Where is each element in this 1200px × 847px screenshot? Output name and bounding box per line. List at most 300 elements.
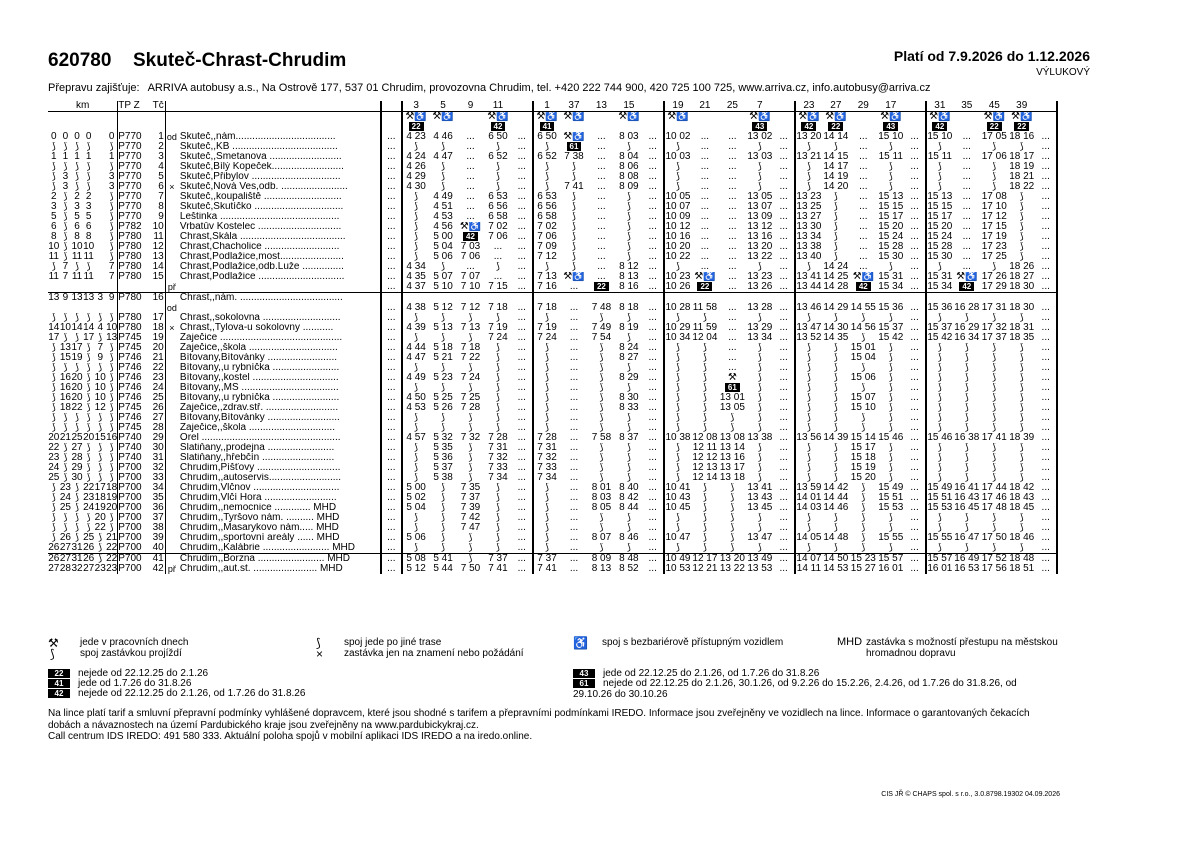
departure-time: ... <box>774 333 795 343</box>
km-value: 13 <box>48 292 60 303</box>
departure-time: ⟆ <box>441 182 445 192</box>
km-value: ⟆ <box>63 473 68 483</box>
departure-time: 15 51 <box>878 493 904 503</box>
departure-time: 6 53 <box>537 192 557 202</box>
stop-flag <box>165 523 178 533</box>
km-value: ⟆ <box>98 463 103 473</box>
departure-time: ... <box>466 182 475 192</box>
km-value: ⟆ <box>51 182 56 192</box>
departure-time: 15 31 <box>927 272 953 282</box>
departure-time: ⟆ <box>676 453 680 463</box>
departure-time: ... <box>774 202 795 212</box>
departure-time: ⟆ <box>414 413 419 423</box>
departure-time: ... <box>597 262 606 272</box>
departure-time: 8 01 <box>591 483 612 493</box>
departure-time: ⟆ <box>937 443 942 453</box>
departure-time: ⟆ <box>441 333 445 343</box>
departure-time: ... <box>905 192 926 202</box>
departure-time: ... <box>962 182 971 192</box>
departure-time: ... <box>962 132 971 142</box>
departure-time <box>512 293 533 304</box>
departure-time: 6 58 <box>488 212 508 222</box>
departure-time: ⟆ <box>414 513 419 523</box>
km-value <box>94 182 106 192</box>
trip-flag <box>381 112 402 123</box>
stop-flag <box>165 393 178 403</box>
departure-time: 17 05 <box>981 132 1007 142</box>
km-value: ⟆ <box>63 523 68 533</box>
km-value: 11 <box>71 252 83 262</box>
km-value: 16 <box>59 373 71 383</box>
departure-time: 5 18 <box>433 343 453 353</box>
departure-time: ⟆ <box>572 162 576 172</box>
departure-time: ... <box>774 453 795 463</box>
stop-name: Chrudim,,autoservis.......................... <box>178 473 381 483</box>
km-value: ⟆ <box>86 172 91 182</box>
departure-time: 7 03 <box>460 242 481 252</box>
trip-flag: ⚒♿ <box>405 111 427 122</box>
departure-time: ⟆ <box>964 443 969 453</box>
stop-tp: P745 <box>118 403 142 413</box>
departure-time: 4 49 <box>406 373 426 383</box>
departure-time: ⟆ <box>861 523 866 533</box>
departure-time: ⟆ <box>937 182 942 192</box>
km-value: 27 <box>71 443 83 453</box>
departure-time: ... <box>1035 433 1057 443</box>
departure-time: ... <box>1035 443 1057 453</box>
departure-time: ⟆ <box>806 443 811 453</box>
departure-time: 4 26 <box>406 162 426 172</box>
km-value: ⟆ <box>106 162 118 172</box>
km-value: 26 <box>59 533 71 543</box>
departure-time: ... <box>905 543 926 554</box>
departure-time: ⟆ <box>468 553 473 564</box>
stop-name: Orel .................................................. <box>178 433 381 443</box>
departure-time: 14 48 <box>823 533 849 543</box>
departure-time: ⟆ <box>822 543 849 554</box>
departure-time: 8 52 <box>619 564 639 574</box>
km-value: 10 <box>83 242 95 252</box>
stop-row <box>48 152 1057 162</box>
km-value: ⟆ <box>75 172 79 182</box>
departure-time: ⟆ <box>496 513 500 523</box>
km-value: 25 <box>59 503 71 513</box>
departure-time: ⟆ <box>676 162 680 172</box>
hammer-icon: ⚒ <box>48 636 59 650</box>
stop-tp: P745 <box>118 333 142 343</box>
km-value <box>94 232 106 242</box>
departure-time: ⟆ <box>833 363 838 373</box>
departure-time: 15 20 <box>927 222 953 232</box>
stop-tp: P700 <box>118 513 142 523</box>
departure-time: ⟆ <box>757 142 762 152</box>
km-value: ⟆ <box>63 453 68 463</box>
departure-time: 7 35 <box>460 483 481 493</box>
departure-time: ⟆ <box>937 453 942 463</box>
departure-time <box>429 293 456 304</box>
departure-time: ... <box>1035 423 1057 433</box>
departure-time: 15 49 <box>878 483 904 493</box>
departure-time: ... <box>597 162 606 172</box>
km-value: ⟆ <box>86 443 91 453</box>
departure-time: 10 53 <box>665 564 691 574</box>
departure-time: 4 57 <box>406 433 426 443</box>
departure-time: ⟆ <box>599 513 604 523</box>
departure-time: 10 16 <box>665 232 691 242</box>
departure-time: ... <box>643 564 664 574</box>
departure-time: ⟆ <box>626 523 631 533</box>
km-value: ⟆ <box>63 513 68 523</box>
departure-time: 4 23 <box>406 132 426 142</box>
departure-time: 14 19 <box>823 172 849 182</box>
km-value: 20 <box>94 513 106 523</box>
departure-time: 7 31 <box>537 443 557 453</box>
departure-time <box>615 293 642 304</box>
departure-time: 15 10 <box>850 403 876 413</box>
departure-time: 4 24 <box>406 152 426 162</box>
departure-time: ... <box>466 192 475 202</box>
departure-time: ... <box>643 473 664 483</box>
departure-time: ⟆ <box>806 343 811 353</box>
departure-time: ... <box>1035 403 1057 413</box>
km-value: ⟆ <box>75 142 79 152</box>
departure-time: ⟆ <box>833 513 838 523</box>
footer-p1: Na lince platí tarif a smluvní přepravní podmínky vyhlášené dopravcem, které jsou shodné s tarifem a přepravními podmínkami IREDO. Informace jsou zveřejněny ve vozidlech na lince. Informace o garantovaných čekacích <box>48 708 1030 719</box>
service-badge: 22 <box>594 282 609 291</box>
stop-row <box>48 242 1057 252</box>
departure-time: ⚒♿ <box>694 272 716 282</box>
stop-flag <box>165 242 178 252</box>
departure-time: ⟆ <box>806 373 811 383</box>
stop-name: Chrudim,,nemocnice ............. MHD <box>178 503 381 513</box>
km-value: 4 <box>97 323 104 333</box>
departure-time: 16 49 <box>954 553 980 564</box>
departure-time: ⟆ <box>676 353 680 363</box>
departure-time: 8 03 <box>591 493 612 503</box>
trip-flag: ⚒♿ <box>487 111 509 122</box>
km-value: 32 <box>71 564 83 574</box>
departure-time: ⟆ <box>545 182 549 192</box>
departure-time: 15 51 <box>927 493 953 503</box>
departure-time: ⟆ <box>702 533 707 543</box>
stop-tp: P700 <box>118 523 142 533</box>
stop-tp: P700 <box>118 553 142 564</box>
departure-time: ... <box>512 554 533 565</box>
trip-flag: ⚒♿ <box>618 111 640 122</box>
stop-flag: od <box>166 303 177 313</box>
departure-time: ... <box>728 202 737 212</box>
departure-time: 18 26 <box>1009 262 1035 272</box>
stop-row <box>48 343 1057 353</box>
departure-time: 13 14 <box>719 443 745 453</box>
stop-flag: × <box>169 323 175 333</box>
km-value: 3 <box>62 172 69 182</box>
km-value: 25 <box>83 533 95 543</box>
departure-time: 8 08 <box>619 172 639 182</box>
departure-time: ... <box>905 363 926 373</box>
departure-time: ⟆ <box>676 142 680 152</box>
departure-time: ... <box>597 242 606 252</box>
departure-time: ... <box>774 182 795 192</box>
departure-time: ... <box>569 564 579 574</box>
departure-time: 17 50 <box>981 533 1007 543</box>
stop-tp: P746 <box>118 383 142 393</box>
departure-time: ... <box>728 232 737 242</box>
km-value: ⟆ <box>63 333 68 343</box>
km-value <box>94 252 106 262</box>
km-value: 0 <box>51 132 57 142</box>
km-value: ⟆ <box>51 162 56 172</box>
departure-time: ⟆ <box>806 453 811 463</box>
departure-time: ... <box>643 363 664 373</box>
departure-time: ⟆ <box>626 212 631 222</box>
departure-time: ⟆ <box>964 403 969 413</box>
departure-time: ⟆ <box>441 503 445 513</box>
stop-name: Chrast,Podlažice,most....................... <box>178 252 381 262</box>
departure-time: 15 30 <box>878 252 904 262</box>
departure-time: ... <box>643 543 664 554</box>
stop-name: Skuteč,,koupaliště ............................ <box>178 192 381 202</box>
departure-time: ... <box>859 242 868 252</box>
stop-tc: 8 <box>149 202 165 212</box>
departure-time: 7 50 <box>460 564 481 574</box>
departure-time: 7 19 <box>537 323 557 333</box>
departure-time: 15 53 <box>878 503 904 513</box>
departure-time: 17 37 <box>981 333 1007 343</box>
stop-tp: P770 <box>118 212 142 222</box>
km-value: 21 <box>106 533 118 543</box>
km-value: 5 <box>51 212 57 222</box>
departure-time: ⟆ <box>806 463 811 473</box>
departure-time: ... <box>643 202 664 212</box>
stop-flag <box>165 453 178 463</box>
departure-time: ... <box>962 172 971 182</box>
departure-time: 8 19 <box>619 323 639 333</box>
km-value: 29 <box>71 463 83 473</box>
departure-time: 15 23 <box>850 553 876 564</box>
departure-time: ⟆ <box>833 523 838 533</box>
departure-time: 18 31 <box>1009 323 1035 333</box>
departure-time: 10 26 <box>665 282 691 292</box>
stop-row <box>48 323 1057 333</box>
km-value: ⟆ <box>63 202 68 212</box>
departure-time: ⟆ <box>599 353 604 363</box>
departure-time: ... <box>643 353 664 363</box>
departure-time: ... <box>774 493 795 503</box>
stop-flag: × <box>169 182 175 192</box>
departure-time: ... <box>774 313 795 323</box>
trip-flag: ⚒♿ <box>563 111 585 122</box>
km-value: ⟆ <box>106 222 118 232</box>
stop-row <box>48 403 1057 413</box>
departure-time: ... <box>859 132 868 142</box>
departure-time: ⟆ <box>937 162 942 172</box>
departure-time: ⟆ <box>441 313 445 323</box>
departure-time: ... <box>905 222 926 232</box>
departure-time: ... <box>719 282 746 293</box>
departure-time <box>643 293 664 304</box>
departure-time: 13 18 <box>719 473 745 483</box>
departure-time: ... <box>381 343 402 353</box>
departure-time: ⟆ <box>676 443 680 453</box>
departure-time: ... <box>643 483 664 493</box>
departure-time: 17 32 <box>981 323 1007 333</box>
stop-tp: P746 <box>118 413 142 423</box>
departure-time: ... <box>569 513 579 523</box>
departure-time: ⟆ <box>702 403 707 413</box>
departure-time: 7 13 <box>537 272 557 282</box>
departure-time: 13 22 <box>747 252 773 262</box>
departure-time: ⟆ <box>545 172 549 182</box>
departure-time: ... <box>728 333 737 343</box>
departure-time: 5 35 <box>433 443 453 453</box>
departure-time: ⟆ <box>1019 383 1024 393</box>
km-value: ⟆ <box>86 473 91 483</box>
km-value: 8 <box>85 232 92 242</box>
departure-time: 7 18 <box>537 303 557 313</box>
stop-tc: 1 <box>149 132 165 142</box>
departure-time: 15 13 <box>927 192 953 202</box>
stop-row <box>48 433 1057 443</box>
departure-time: ⟆ <box>441 142 445 152</box>
departure-time: ⟆ <box>964 473 969 483</box>
departure-time: ⟆ <box>888 353 893 363</box>
departure-time: ⟆ <box>888 182 893 192</box>
departure-time: ... <box>1035 473 1057 483</box>
departure-time: 17 52 <box>981 553 1007 564</box>
departure-time: 8 16 <box>615 282 642 293</box>
trip-flag: ⚒♿ <box>880 111 902 122</box>
stop-name <box>178 282 381 293</box>
departure-time: ... <box>512 182 533 192</box>
km-value: 10 <box>59 323 71 333</box>
departure-time: ... <box>512 162 533 172</box>
departure-time: ⟆ <box>833 413 838 423</box>
departure-time: ⟆ <box>964 423 969 433</box>
departure-time: ⟆ <box>992 473 997 483</box>
stop-tp: P770 <box>118 182 142 192</box>
departure-time: ... <box>512 393 533 403</box>
departure-time: ⟆ <box>468 363 473 373</box>
departure-time: ⟆ <box>626 202 631 212</box>
departure-time: ⟆ <box>533 543 560 554</box>
note-42: 42 nejede od 22.12.25 do 2.1.26, od 1.7.26 do 31.8.26 <box>48 688 305 699</box>
departure-time: ⟆ <box>992 403 997 413</box>
departure-time: ... <box>905 373 926 383</box>
departure-time: ⟆ <box>429 543 456 554</box>
stop-tp: P700 <box>118 483 142 493</box>
footer-info <box>48 708 1058 743</box>
km-value: ⟆ <box>63 222 68 232</box>
departure-time: ... <box>728 212 737 222</box>
departure-time: ⟆ <box>833 343 838 353</box>
km-value: 25 <box>48 473 60 483</box>
line-name: Skuteč-Chrast-Chrudim <box>133 50 347 71</box>
stop-flag <box>165 423 178 433</box>
departure-time: 13 38 <box>747 433 773 443</box>
departure-time: ... <box>962 252 971 262</box>
departure-time: ⟆ <box>441 172 445 182</box>
departure-time: ... <box>597 192 606 202</box>
km-value: 19 <box>71 353 83 363</box>
stop-name: Chrast,Podlažice,odb.Luže ............... <box>178 262 381 272</box>
km-value: 30 <box>71 473 83 483</box>
km-value: ⟆ <box>63 192 68 202</box>
km-value: 18 <box>59 403 71 413</box>
departure-time: ... <box>1035 212 1057 222</box>
departure-time: ... <box>905 393 926 403</box>
departure-time: ... <box>1035 353 1057 363</box>
stop-row <box>48 282 1057 293</box>
trip-badge: 41 <box>540 122 555 131</box>
departure-time: ⟆ <box>599 423 604 433</box>
departure-time: 5 08 <box>406 553 426 564</box>
km-value <box>94 262 106 272</box>
departure-time: 4 35 <box>406 272 426 282</box>
stop-tp: P700 <box>118 493 142 503</box>
departure-time: ⟆ <box>964 513 969 523</box>
departure-time: ... <box>643 443 664 453</box>
departure-time: ⟆ <box>572 232 576 242</box>
departure-time: ⟆ <box>1019 523 1024 533</box>
stop-row <box>48 503 1057 513</box>
departure-time: ... <box>569 433 579 443</box>
departure-time: ⟆ <box>806 403 811 413</box>
departure-time: 5 02 <box>406 493 426 503</box>
departure-time: 5 21 <box>433 353 453 363</box>
departure-time: ... <box>597 202 606 212</box>
trip-number: 31 <box>926 101 953 112</box>
km-value: ⟆ <box>75 493 79 503</box>
departure-time: ... <box>597 132 606 142</box>
departure-time: ⟆ <box>545 343 549 353</box>
departure-time: ... <box>905 423 926 433</box>
stop-tc: 30 <box>149 443 165 453</box>
departure-time: ... <box>466 172 475 182</box>
km-value: ⟆ <box>51 533 56 543</box>
departure-time: ⟆ <box>599 453 604 463</box>
departure-time: ... <box>905 172 926 182</box>
departure-time: 5 07 <box>433 272 453 282</box>
departure-time: ... <box>728 192 737 202</box>
departure-time: ... <box>569 533 579 543</box>
km-value <box>94 172 106 182</box>
departure-time: ⟆ <box>888 513 893 523</box>
departure-time: ⟆ <box>757 453 762 463</box>
stop-flag <box>165 353 178 363</box>
km-value <box>106 282 118 293</box>
departure-time: ... <box>560 282 587 293</box>
departure-time: 12 11 <box>692 443 718 453</box>
departure-time: 7 25 <box>460 393 481 403</box>
note-41: 41 jede od 1.7.26 do 31.8.26 <box>48 678 191 689</box>
departure-time: ⟆ <box>664 543 691 554</box>
departure-time: ⟆ <box>702 483 707 493</box>
departure-time: ⟆ <box>937 523 942 533</box>
departure-time: 8 27 <box>619 353 639 363</box>
departure-time: ... <box>728 172 737 182</box>
trip-badge: 42 <box>801 122 816 131</box>
departure-time: ⟆ <box>888 172 893 182</box>
departure-time: 15 46 <box>927 433 953 443</box>
stop-tp: P740 <box>118 443 142 453</box>
departure-time: ⟆ <box>806 393 811 403</box>
departure-time: ⟆ <box>888 393 893 403</box>
departure-time: ⟆ <box>861 423 866 433</box>
departure-time: ... <box>381 543 402 554</box>
departure-time: ... <box>700 192 710 202</box>
departure-time: 7 37 <box>460 493 481 503</box>
